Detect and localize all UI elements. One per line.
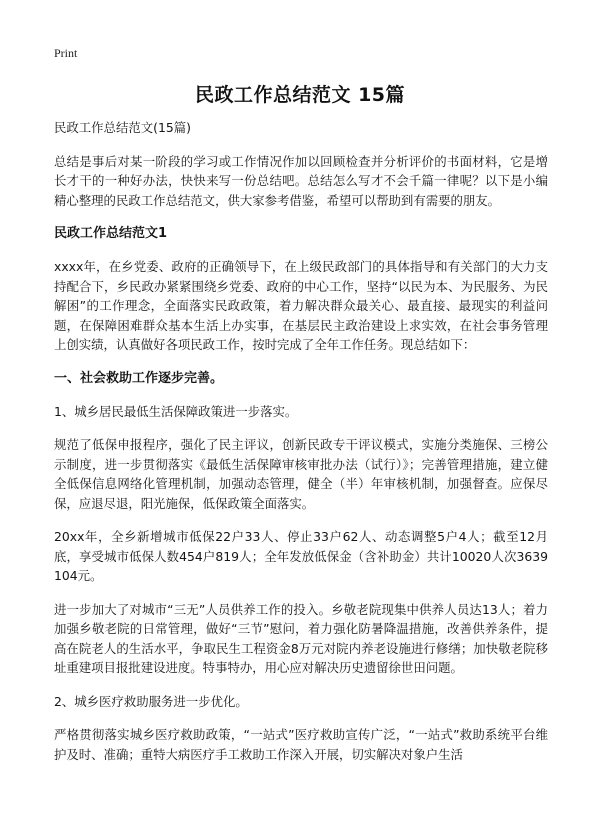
section-paragraph: xxxx年，在乡党委、政府的正确领导下，在上级民政部门的具体指导和有关部门的大力支持配合下，乡民政办紧紧围绕乡党委、政府的中心工作，坚持“以民为本、为民服务、为民解困”的工作理念，全面落实民政政策，着力解决群众最关心、最直接、最现实的利益问题，在保障困难群众基本生活上办实事，在基层民主政治建设上求实效，在社会事务管理上创实绩，认真做好各项民政工作，按时完成了全年工作任务。现总结如下： bbox=[54, 259, 548, 352]
item-heading: 1、城乡居民最低生活保障政策进一步落实。 bbox=[54, 403, 298, 419]
body-paragraph: 严格贯彻落实城乡医疗救助政策，“一站式”医疗救助宣传广泛，“一站式”救助系统平台维护及时、准确；重特大病医疗手工救助工作深入开展，切实解决对象户生活 bbox=[54, 727, 548, 762]
page-title: 民政工作总结范文 15篇 bbox=[194, 84, 406, 106]
body-paragraph: 进一步加大了对城市“三无”人员供养工作的投入。乡敬老院现集中供养人员达13人；着力加强乡敬老院的日常管理，做好“三节”慰问，着力强化防暑降温措施，改善供养条件，提高在院老人的生活水平，争取民生工程资金8万元对院内养老设施进行修缮；加快敬老院移址重建项目报批建设进度。特事特办，用心应对解决历史遗留徐世田问题。 bbox=[54, 601, 548, 675]
part-heading: 一、社会救助工作逐步完善。 bbox=[54, 370, 224, 386]
document-body bbox=[54, 118, 548, 778]
section-heading: 民政工作总结范文1 bbox=[54, 226, 168, 241]
print-link[interactable]: Print bbox=[54, 46, 78, 60]
document-subtitle: 民政工作总结范文(15篇) bbox=[54, 120, 191, 135]
body-paragraph: 20xx年，全乡新增城市低保22户33人、停止33户62人、动态调整5户4人；截至12月底，享受城市低保人数454户819人；全年发放低保金（含补助金）共计10020人次3639104元。 bbox=[54, 529, 548, 583]
body-paragraph: 规范了低保申报程序，强化了民主评议，创新民政专干评议模式，实施分类施保、三榜公示制度，进一步贯彻落实《最低生活保障审核审批办法（试行）》；完善管理措施，建立健全低保信息网络化管理机制，加强动态管理，健全（半）年审核机制，加强督查。应保尽保，应退尽退，阳光施保，低保政策全面落实。 bbox=[54, 437, 548, 511]
item-heading: 2、城乡医疗救助服务进一步优化。 bbox=[54, 693, 248, 709]
intro-paragraph: 总结是事后对某一阶段的学习或工作情况作加以回顾检查并分析评价的书面材料，它是增长才干的一种好办法，快快来写一份总结吧。总结怎么写才不会千篇一律呢？以下是小编精心整理的民政工作总结范文，供大家参考借鉴，希望可以帮助到有需要的朋友。 bbox=[54, 153, 548, 208]
